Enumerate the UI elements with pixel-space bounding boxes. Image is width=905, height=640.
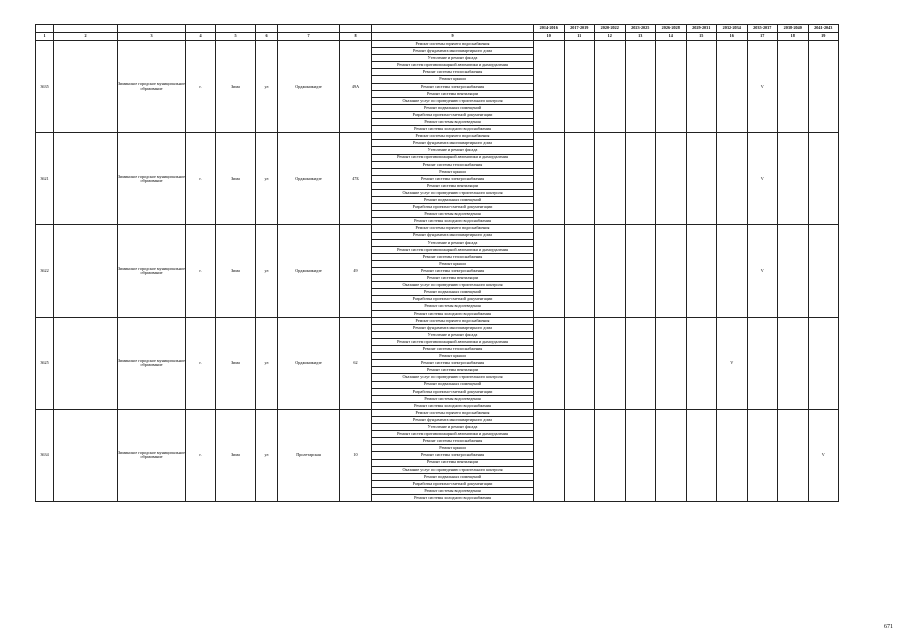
- work-type: Ремонт системы теплоснабжения: [372, 253, 534, 260]
- period-cell: [564, 133, 595, 225]
- table-row: [36, 317, 839, 324]
- column-number: 6: [256, 33, 278, 41]
- capital-repair-table: [35, 24, 839, 502]
- work-type: Разработка проектно-сметной документации: [372, 296, 534, 303]
- header-blank-cell: [36, 25, 54, 33]
- period-header-row: [36, 25, 839, 33]
- work-type: Ремонт систем противопожарной автоматики и дымоудаления: [372, 154, 534, 161]
- work-type: Утепление и ремонт фасада: [372, 147, 534, 154]
- house-number: 10: [340, 409, 372, 501]
- column-number: 19: [808, 33, 839, 41]
- column-number-row: [36, 33, 839, 41]
- period-cell: [564, 317, 595, 409]
- work-type: Разработка проектно-сметной документации: [372, 204, 534, 211]
- work-type: Ремонт крыши: [372, 168, 534, 175]
- period-cell: [595, 41, 626, 133]
- municipality: Зиминское городское муниципальное образование: [118, 133, 186, 225]
- work-type: Оказание услуг по проведению строительного контроля: [372, 374, 534, 381]
- work-type: Ремонт системы холодного водоснабжения: [372, 402, 534, 409]
- period-cell: [778, 317, 809, 409]
- table-row: [36, 41, 839, 48]
- region-cell: [54, 409, 118, 501]
- period-cell: [717, 409, 748, 501]
- work-type: Ремонт систем противопожарной автоматики и дымоудаления: [372, 62, 534, 69]
- column-number: 17: [747, 33, 778, 41]
- work-type: Ремонт системы вентиляции: [372, 459, 534, 466]
- work-type: Ремонт системы электроснабжения: [372, 175, 534, 182]
- period-header: 2035-2037: [747, 25, 778, 33]
- work-type: Ремонт системы вентиляции: [372, 367, 534, 374]
- municipality: Зиминское городское муниципальное образование: [118, 317, 186, 409]
- period-cell: [656, 41, 687, 133]
- work-type: Ремонт системы горячего водоснабжения: [372, 317, 534, 324]
- work-type: Оказание услуг по проведению строительного контроля: [372, 189, 534, 196]
- work-type: Ремонт систем противопожарной автоматики и дымоудаления: [372, 431, 534, 438]
- street-type: ул: [256, 133, 278, 225]
- work-type: Утепление и ремонт фасада: [372, 331, 534, 338]
- period-cell: [778, 41, 809, 133]
- house-number: 49: [340, 225, 372, 317]
- period-cell: [686, 409, 717, 501]
- work-type: Ремонт системы теплоснабжения: [372, 346, 534, 353]
- period-cell: [656, 409, 687, 501]
- period-cell: [564, 225, 595, 317]
- period-header: 2014-2016: [534, 25, 565, 33]
- street: Пролетарская: [278, 409, 340, 501]
- column-number: 10: [534, 33, 565, 41]
- period-cell: [625, 133, 656, 225]
- city: Зима: [216, 225, 256, 317]
- header-blank-cell: [216, 25, 256, 33]
- column-number: 7: [278, 33, 340, 41]
- city: Зима: [216, 409, 256, 501]
- column-number: 14: [656, 33, 687, 41]
- period-cell: [595, 225, 626, 317]
- period-cell: [595, 133, 626, 225]
- work-type: Ремонт систем противопожарной автоматики и дымоудаления: [372, 246, 534, 253]
- table-row: [36, 409, 839, 416]
- period-header: 2017-2019: [564, 25, 595, 33]
- work-type: Утепление и ремонт фасада: [372, 239, 534, 246]
- city-type: г.: [186, 41, 216, 133]
- city-type: г.: [186, 409, 216, 501]
- municipality: Зиминское городское муниципальное образование: [118, 409, 186, 501]
- work-type: Ремонт системы электроснабжения: [372, 83, 534, 90]
- work-type: Ремонт подвальных помещений: [372, 473, 534, 480]
- work-type: Ремонт системы водоотведения: [372, 211, 534, 218]
- period-cell: [625, 41, 656, 133]
- period-cell: [717, 41, 748, 133]
- period-cell: [686, 317, 717, 409]
- period-cell: [808, 225, 839, 317]
- period-mark: V: [747, 133, 778, 225]
- record-id: 3635: [36, 41, 54, 133]
- period-cell: [686, 225, 717, 317]
- street-type: ул: [256, 317, 278, 409]
- street: Орджоникидзе: [278, 41, 340, 133]
- work-type: Утепление и ремонт фасада: [372, 424, 534, 431]
- work-type: Ремонт системы водоотведения: [372, 119, 534, 126]
- municipality: Зиминское городское муниципальное образование: [118, 225, 186, 317]
- work-type: Ремонт фундамента многоквартирного дома: [372, 140, 534, 147]
- period-cell: [656, 225, 687, 317]
- period-header: 2020-2022: [595, 25, 626, 33]
- work-type: Ремонт подвальных помещений: [372, 289, 534, 296]
- period-cell: [717, 225, 748, 317]
- period-header: 2041-2043: [808, 25, 839, 33]
- period-cell: [534, 41, 565, 133]
- period-cell: [686, 41, 717, 133]
- column-number: 13: [625, 33, 656, 41]
- work-type: Ремонт системы теплоснабжения: [372, 161, 534, 168]
- work-type: Ремонт подвальных помещений: [372, 104, 534, 111]
- work-type: Ремонт системы горячего водоснабжения: [372, 409, 534, 416]
- city: Зима: [216, 317, 256, 409]
- work-type: Ремонт системы холодного водоснабжения: [372, 126, 534, 133]
- work-type: Ремонт системы электроснабжения: [372, 268, 534, 275]
- city-type: г.: [186, 133, 216, 225]
- column-number: 5: [216, 33, 256, 41]
- period-mark: V: [717, 317, 748, 409]
- record-id: 3634: [36, 409, 54, 501]
- period-header: 2023-2025: [625, 25, 656, 33]
- period-cell: [534, 225, 565, 317]
- region-cell: [54, 41, 118, 133]
- record-id: 3622: [36, 225, 54, 317]
- work-type: Ремонт подвальных помещений: [372, 381, 534, 388]
- period-cell: [625, 409, 656, 501]
- period-cell: [808, 41, 839, 133]
- period-cell: [686, 133, 717, 225]
- house-number: 47Б: [340, 133, 372, 225]
- table-row: [36, 133, 839, 140]
- column-number: 3: [118, 33, 186, 41]
- city: Зима: [216, 133, 256, 225]
- work-type: Ремонт системы электроснабжения: [372, 452, 534, 459]
- period-mark: V: [808, 409, 839, 501]
- work-type: Ремонт системы вентиляции: [372, 182, 534, 189]
- house-number: 49А: [340, 41, 372, 133]
- work-type: Ремонт подвальных помещений: [372, 197, 534, 204]
- work-type: Ремонт крыши: [372, 353, 534, 360]
- table-row: [36, 225, 839, 232]
- period-cell: [625, 225, 656, 317]
- period-cell: [534, 317, 565, 409]
- column-number: 2: [54, 33, 118, 41]
- period-cell: [595, 317, 626, 409]
- column-number: 1: [36, 33, 54, 41]
- work-type: Утепление и ремонт фасада: [372, 55, 534, 62]
- work-type: Ремонт системы холодного водоснабжения: [372, 310, 534, 317]
- column-number: 16: [717, 33, 748, 41]
- period-header: 2026-2028: [656, 25, 687, 33]
- column-number: 11: [564, 33, 595, 41]
- city: Зима: [216, 41, 256, 133]
- work-type: Ремонт системы водоотведения: [372, 303, 534, 310]
- header-blank-cell: [372, 25, 534, 33]
- period-cell: [778, 409, 809, 501]
- municipality: Зиминское городское муниципальное образование: [118, 41, 186, 133]
- work-type: Ремонт системы водоотведения: [372, 487, 534, 494]
- work-type: Ремонт системы холодного водоснабжения: [372, 218, 534, 225]
- period-cell: [656, 317, 687, 409]
- period-cell: [778, 133, 809, 225]
- work-type: Оказание услуг по проведению строительного контроля: [372, 466, 534, 473]
- period-mark: V: [747, 41, 778, 133]
- period-cell: [534, 133, 565, 225]
- work-type: Разработка проектно-сметной документации: [372, 480, 534, 487]
- work-type: Ремонт фундамента многоквартирного дома: [372, 324, 534, 331]
- work-type: Ремонт фундамента многоквартирного дома: [372, 416, 534, 423]
- work-type: Ремонт крыши: [372, 260, 534, 267]
- work-type: Ремонт систем противопожарной автоматики и дымоудаления: [372, 338, 534, 345]
- period-cell: [564, 409, 595, 501]
- period-header: 2032-2034: [717, 25, 748, 33]
- work-type: Ремонт системы горячего водоснабжения: [372, 133, 534, 140]
- work-type: Ремонт фундамента многоквартирного дома: [372, 232, 534, 239]
- region-cell: [54, 225, 118, 317]
- work-type: Ремонт системы холодного водоснабжения: [372, 495, 534, 502]
- header-blank-cell: [340, 25, 372, 33]
- period-header: 2029-2031: [686, 25, 717, 33]
- street-type: ул: [256, 41, 278, 133]
- work-type: Оказание услуг по проведению строительного контроля: [372, 282, 534, 289]
- work-type: Ремонт системы горячего водоснабжения: [372, 225, 534, 232]
- period-mark: V: [747, 225, 778, 317]
- work-type: Ремонт системы водоотведения: [372, 395, 534, 402]
- period-cell: [747, 317, 778, 409]
- region-cell: [54, 133, 118, 225]
- work-type: Ремонт крыши: [372, 76, 534, 83]
- column-number: 18: [778, 33, 809, 41]
- work-type: Ремонт системы теплоснабжения: [372, 438, 534, 445]
- header-blank-cell: [256, 25, 278, 33]
- city-type: г.: [186, 317, 216, 409]
- page-number: 671: [884, 624, 893, 630]
- street-type: ул: [256, 225, 278, 317]
- house-number: 62: [340, 317, 372, 409]
- header-blank-cell: [186, 25, 216, 33]
- street-type: ул: [256, 409, 278, 501]
- column-number: 9: [372, 33, 534, 41]
- period-cell: [808, 133, 839, 225]
- column-number: 8: [340, 33, 372, 41]
- work-type: Ремонт системы вентиляции: [372, 275, 534, 282]
- work-type: Ремонт системы горячего водоснабжения: [372, 41, 534, 48]
- work-type: Ремонт крыши: [372, 445, 534, 452]
- period-cell: [564, 41, 595, 133]
- period-cell: [717, 133, 748, 225]
- header-blank-cell: [278, 25, 340, 33]
- work-type: Разработка проектно-сметной документации: [372, 388, 534, 395]
- period-cell: [656, 133, 687, 225]
- street: Орджоникидзе: [278, 317, 340, 409]
- record-id: 3625: [36, 317, 54, 409]
- street: Орджоникидзе: [278, 133, 340, 225]
- region-cell: [54, 317, 118, 409]
- work-type: Оказание услуг по проведению строительного контроля: [372, 97, 534, 104]
- period-cell: [625, 317, 656, 409]
- work-type: Ремонт системы вентиляции: [372, 90, 534, 97]
- work-type: Разработка проектно-сметной документации: [372, 111, 534, 118]
- city-type: г.: [186, 225, 216, 317]
- record-id: 3621: [36, 133, 54, 225]
- street: Орджоникидзе: [278, 225, 340, 317]
- column-number: 12: [595, 33, 626, 41]
- header-blank-cell: [118, 25, 186, 33]
- work-type: Ремонт системы электроснабжения: [372, 360, 534, 367]
- column-number: 15: [686, 33, 717, 41]
- header-blank-cell: [54, 25, 118, 33]
- period-cell: [534, 409, 565, 501]
- period-cell: [747, 409, 778, 501]
- period-header: 2038-2040: [778, 25, 809, 33]
- work-type: Ремонт фундамента многоквартирного дома: [372, 48, 534, 55]
- column-number: 4: [186, 33, 216, 41]
- period-cell: [808, 317, 839, 409]
- work-type: Ремонт системы теплоснабжения: [372, 69, 534, 76]
- period-cell: [778, 225, 809, 317]
- period-cell: [595, 409, 626, 501]
